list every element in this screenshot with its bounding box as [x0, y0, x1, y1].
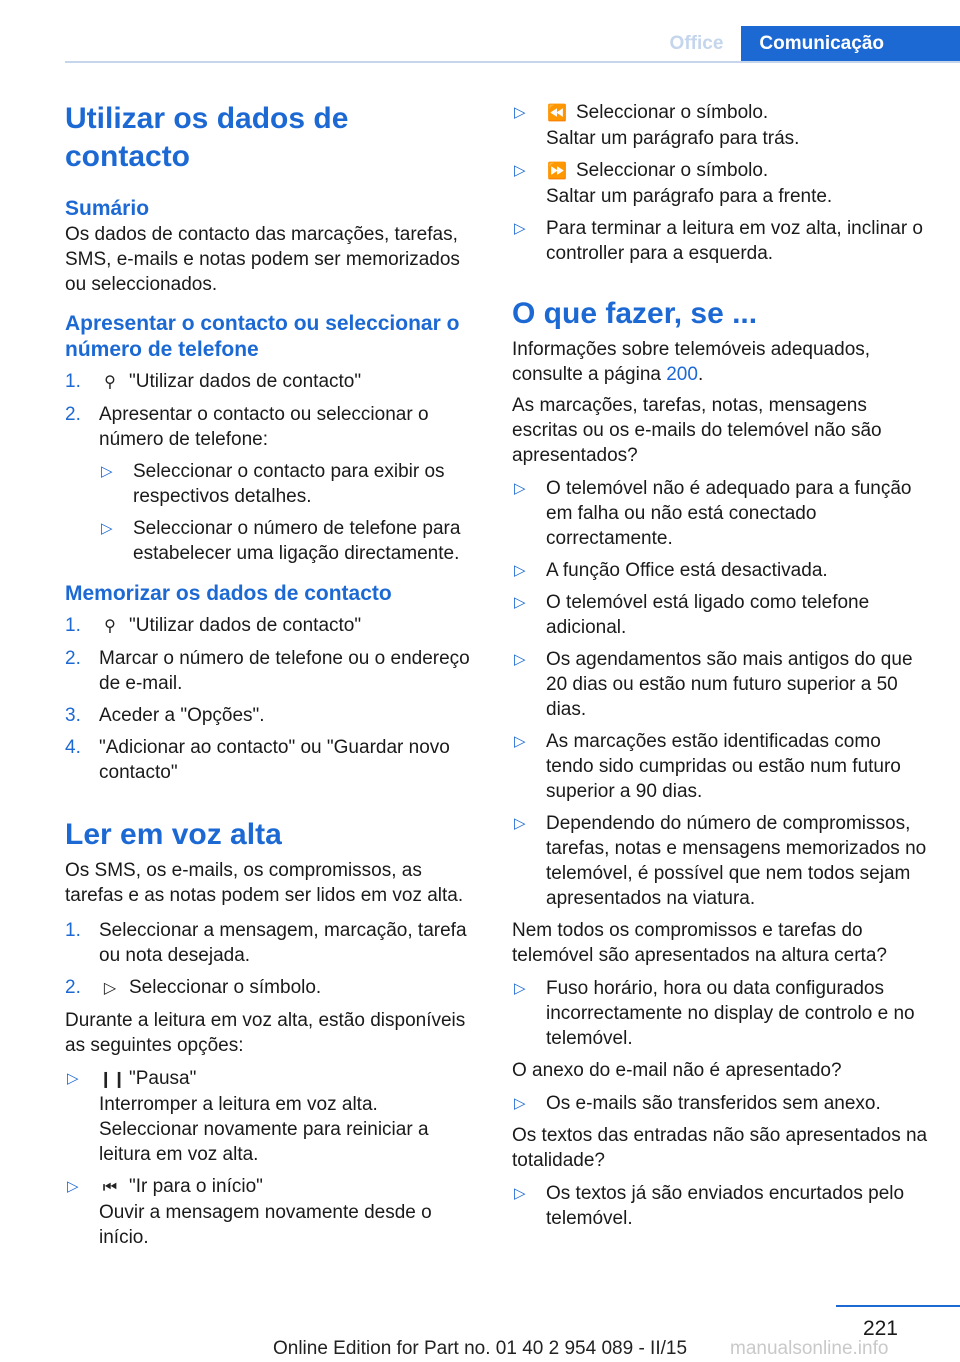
list-item — [65, 703, 480, 728]
list-item — [512, 100, 932, 151]
list-item — [512, 729, 932, 804]
question-3: O anexo do e-mail não é apresentado? — [512, 1060, 842, 1081]
step-number: 1. — [65, 615, 81, 636]
step-text: "Adicionar ao contacto" ou "Guardar novo contacto" — [99, 737, 450, 783]
list-item — [65, 1066, 480, 1167]
header-rule — [65, 61, 960, 63]
list-item — [512, 558, 932, 583]
question-1: As marcações, tarefas, notas, mensagens escritas ou os e-mails do telemóvel não são apresentados? — [512, 395, 882, 466]
heading-apresentar-contacto: Apresentar o contacto ou seleccionar o número de telefone — [65, 312, 460, 361]
option-label: "Pausa" — [129, 1068, 197, 1089]
step-text: "Utilizar dados de contacto" — [129, 371, 362, 392]
list-item — [65, 918, 480, 968]
bullet-text: Fuso horário, hora ou data configurados incorrectamente no display de controlo e no telemóvel. — [546, 978, 915, 1049]
bullet-marker: ▷ — [514, 815, 526, 832]
step-number: 3. — [65, 705, 81, 726]
bullet-marker: ▷ — [514, 980, 526, 997]
bullet-text: A função Office está desactivada. — [546, 560, 828, 581]
bullet-marker: ▷ — [67, 1070, 79, 1087]
bullet-text: O telemóvel está ligado como telefone adicional. — [546, 592, 870, 638]
question-4: Os textos das entradas não são apresentados na totalidade? — [512, 1125, 928, 1171]
option-label: "Ir para o início" — [129, 1176, 263, 1197]
list-item — [65, 646, 480, 696]
option-description: Interromper a leitura em voz alta. Seleccionar novamente para reiniciar a leitura em voz alta. — [99, 1094, 429, 1165]
bullet-marker: ▷ — [67, 1178, 79, 1195]
step-text: Seleccionar o símbolo. — [129, 977, 322, 998]
left-column — [65, 100, 480, 1257]
bullet-text: Seleccionar o contacto para exibir os respectivos detalhes. — [133, 461, 445, 507]
bullet-marker: ▷ — [514, 104, 526, 121]
list-item — [65, 735, 480, 785]
step-number: 2. — [65, 648, 81, 669]
step-number: 2. — [65, 404, 81, 425]
step-number: 2. — [65, 977, 81, 998]
list-item — [512, 1181, 932, 1231]
previous-paragraph-icon: ⏪ — [547, 105, 567, 122]
list-item — [65, 975, 480, 1001]
list-item — [512, 811, 932, 911]
paragraph-sumario: Os dados de contacto das marcações, tarefas, SMS, e-mails e notas podem ser memorizados ou seleccionados. — [65, 224, 460, 295]
info-punct: . — [697, 364, 704, 385]
bullet-text: Os textos já são enviados encurtados pelo telemóvel. — [546, 1183, 905, 1229]
bullet-marker: ▷ — [514, 1185, 526, 1202]
step-text: Marcar o número de telefone ou o endereço de e-mail. — [99, 648, 470, 694]
heading-ler-voz-alta: Ler em voz alta — [65, 818, 282, 851]
bullet-marker: ▷ — [514, 1095, 526, 1112]
tab-office[interactable]: Office — [669, 33, 724, 54]
bullet-marker: ▷ — [101, 463, 113, 480]
bullet-text: Dependendo do número de compromissos, tarefas, notas e mensagens memorizados no telemóvel, é possível que nem todos sejam apresentados na viatura. — [546, 813, 927, 909]
option-description: Ouvir a mensagem novamente desde o início. — [99, 1202, 432, 1248]
bullet-text: As marcações estão identificadas como tendo sido cumpridas ou estão num futuro superior a 90 dias. — [546, 731, 901, 802]
option-label: Seleccionar o símbolo. — [576, 160, 769, 181]
bullet-marker: ▷ — [514, 480, 526, 497]
list-item — [512, 216, 932, 266]
bullet-marker: ▷ — [101, 520, 113, 537]
step-text: Apresentar o contacto ou seleccionar o número de telefone: — [99, 404, 429, 450]
step-text: Seleccionar a mensagem, marcação, tarefa ou nota desejada. — [99, 920, 467, 966]
list-item — [99, 459, 480, 509]
bullet-text: Seleccionar o número de telefone para estabelecer uma ligação directamente. — [133, 518, 461, 564]
contact-search-icon: ⚲ — [104, 618, 116, 635]
step-number: 1. — [65, 920, 81, 941]
paragraph-durante: Durante a leitura em voz alta, estão disponíveis as seguintes opções: — [65, 1010, 466, 1056]
paragraph-info — [512, 337, 932, 387]
list-item — [512, 647, 932, 722]
page-link[interactable]: 200 — [666, 364, 698, 385]
list-item — [512, 590, 932, 640]
list-item — [65, 613, 480, 639]
skip-to-start-icon: ⏮ — [102, 1179, 118, 1196]
footer-rule — [836, 1305, 960, 1307]
bullet-marker: ▷ — [514, 562, 526, 579]
step-text: "Utilizar dados de contacto" — [129, 615, 362, 636]
edition-footer: Online Edition for Part no. 01 40 2 954 089 - II/15 — [272, 1338, 688, 1359]
paragraph-ler: Os SMS, os e-mails, os compromissos, as tarefas e as notas podem ser lidos em voz alta. — [65, 860, 464, 906]
bullet-text: Para terminar a leitura em voz alta, inclinar o controller para a esquerda. — [546, 218, 923, 264]
step-text: Aceder a "Opções". — [99, 705, 265, 726]
bullet-text: O telemóvel não é adequado para a função em falha ou não está conectado correctamente. — [546, 478, 912, 549]
bullet-text: Os agendamentos são mais antigos do que 20 dias ou estão num futuro superior a 50 dias. — [546, 649, 913, 720]
option-description: Saltar um parágrafo para a frente. — [546, 186, 833, 207]
bullet-marker: ▷ — [514, 594, 526, 611]
heading-memorizar: Memorizar os dados de contacto — [65, 582, 392, 605]
list-item — [65, 369, 480, 395]
page-header — [650, 26, 960, 62]
bullet-marker: ▷ — [514, 220, 526, 237]
right-column — [512, 100, 932, 1238]
pause-icon: ❙❙ — [99, 1071, 126, 1088]
list-item — [512, 1091, 932, 1116]
bullet-marker: ▷ — [514, 733, 526, 750]
bullet-marker: ▷ — [514, 651, 526, 668]
tab-comunicacao[interactable]: Comunicação — [741, 26, 960, 62]
question-2: Nem todos os compromissos e tarefas do telemóvel são apresentados na altura certa? — [512, 920, 887, 966]
heading-o-que-fazer: O que fazer, se ... — [512, 297, 758, 330]
play-icon: ▷ — [103, 980, 117, 997]
next-paragraph-icon: ⏩ — [547, 163, 567, 180]
list-item — [65, 402, 480, 452]
heading-utilizar-contacto: Utilizar os dados de contacto — [65, 102, 349, 173]
watermark: manualsonline.info — [730, 1338, 889, 1359]
list-item — [512, 158, 932, 209]
bullet-text: Os e-mails são transferidos sem anexo. — [546, 1093, 881, 1114]
list-item — [99, 516, 480, 566]
option-description: Saltar um parágrafo para trás. — [546, 128, 800, 149]
info-text: Informações sobre telemóveis adequados, consulte a página — [512, 339, 871, 385]
step-number: 4. — [65, 737, 81, 758]
heading-sumario: Sumário — [65, 197, 150, 220]
page-number: 221 — [862, 1317, 898, 1340]
list-item — [65, 1174, 480, 1250]
option-label: Seleccionar o símbolo. — [576, 102, 769, 123]
step-number: 1. — [65, 371, 81, 392]
bullet-marker: ▷ — [514, 162, 526, 179]
list-item — [512, 976, 932, 1051]
list-item — [512, 476, 932, 551]
contact-search-icon: ⚲ — [104, 374, 116, 391]
